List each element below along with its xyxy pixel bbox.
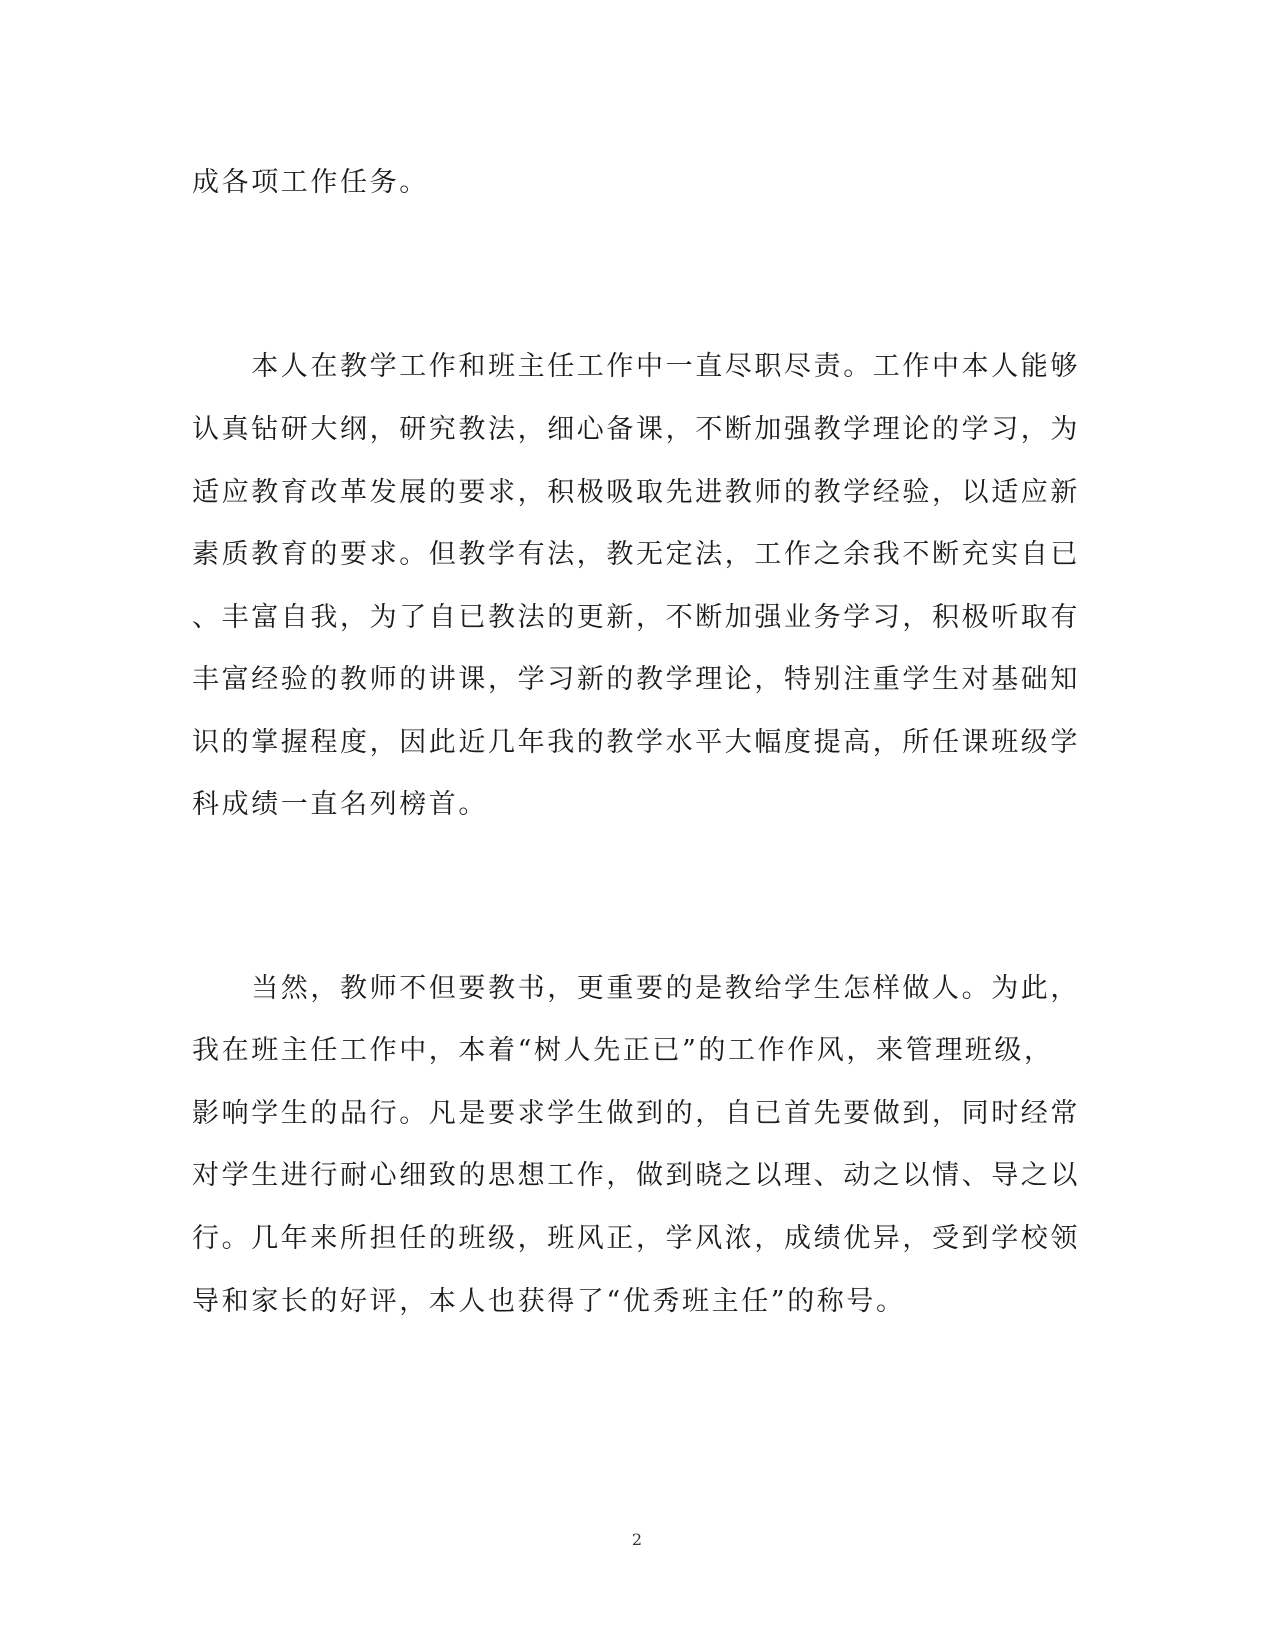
paragraph-2-line-4: 素质教育的要求。但教学有法，教无定法，工作之余我不断充实自已: [192, 539, 1080, 570]
paragraph-2-line-7: 识的掌握程度，因此近几年我的教学水平大幅度提高，所任课班级学: [192, 727, 1080, 758]
paragraph-3-line-6: 导和家长的好评，本人也获得了“优秀班主任”的称号。: [192, 1286, 906, 1317]
paragraph-2-line-5: 、丰富自我，为了自已教法的更新，不断加强业务学习，积极听取有: [192, 602, 1080, 633]
paragraph-3-line-5: 行。几年来所担任的班级，班风正，学风浓，成绩优异，受到学校领: [192, 1223, 1080, 1254]
paragraph-1-line-1: 成各项工作任务。: [192, 167, 429, 198]
paragraph-3-line-2: 我在班主任工作中，本着“树人先正已”的工作作风，来管理班级，: [192, 1035, 1054, 1066]
page-number: 2: [631, 1530, 643, 1549]
paragraph-2-line-8: 科成绩一直名列榜首。: [192, 789, 488, 820]
paragraph-3-line-4: 对学生进行耐心细致的思想工作，做到晓之以理、动之以情、导之以: [192, 1160, 1080, 1191]
paragraph-2-line-2: 认真钻研大纲，研究教法，细心备课，不断加强教学理论的学习，为: [192, 414, 1080, 445]
paragraph-2-line-6: 丰富经验的教师的讲课，学习新的教学理论，特别注重学生对基础知: [192, 664, 1080, 695]
paragraph-3-line-1: 当然，教师不但要教书，更重要的是教给学生怎样做人。为此，: [192, 973, 1080, 1004]
paragraph-3-line-3: 影响学生的品行。凡是要求学生做到的，自已首先要做到，同时经常: [192, 1098, 1080, 1129]
paragraph-2-line-1: 本人在教学工作和班主任工作中一直尽职尽责。工作中本人能够: [192, 351, 1080, 382]
paragraph-2-line-3: 适应教育改革发展的要求，积极吸取先进教师的教学经验，以适应新: [192, 477, 1080, 508]
